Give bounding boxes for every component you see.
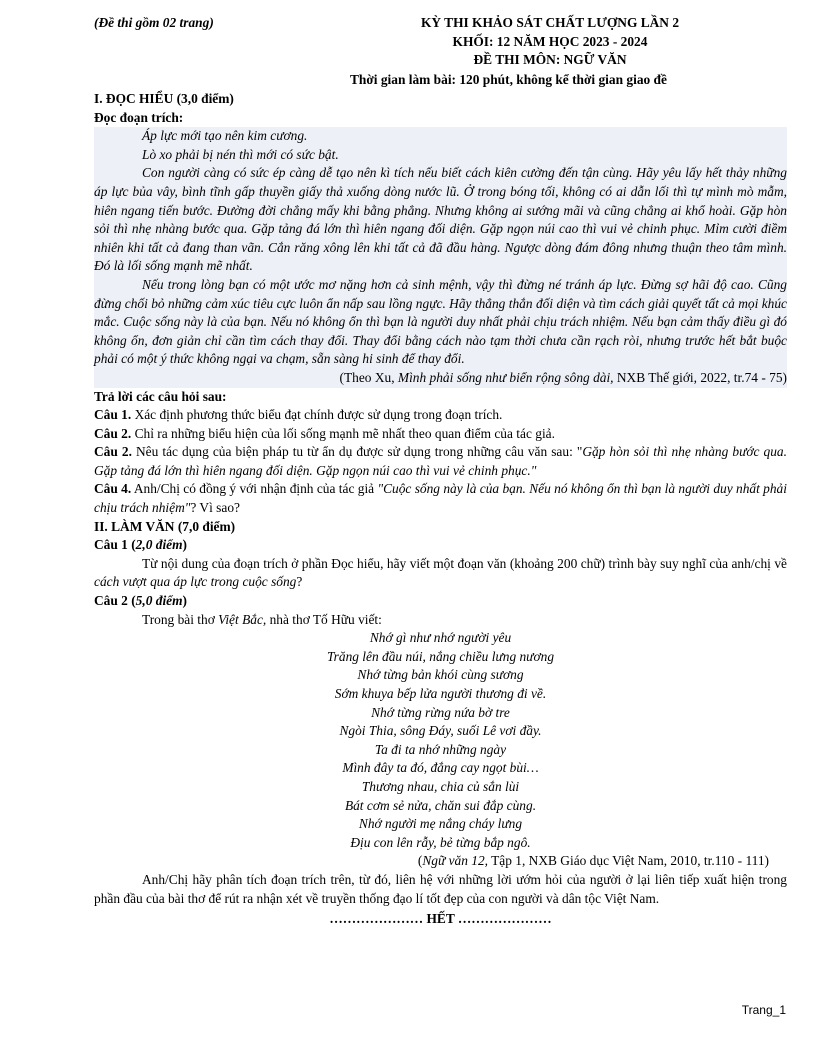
q1-label: Câu 1 ( [94,537,136,553]
subject: ĐỀ THI MÔN: NGỮ VĂN [473,52,627,68]
excerpt-source [94,369,787,388]
question-1 [94,406,787,425]
poem-line: Nhớ gì như nhớ người yêu [369,630,512,646]
part2-title: II. LÀM VĂN (7,0 điểm) [94,518,236,534]
exam-body [94,90,787,929]
excerpt-line: Áp lực mới tạo nên kim cương. [142,128,308,144]
part2-q2-intro [94,611,787,630]
poem-line: Nhớ từng bản khói cùng sương [357,667,524,683]
exam-title: KỲ THI KHẢO SÁT CHẤT LƯỢNG LẦN 2 [420,15,680,30]
part2-q2-heading [94,592,787,611]
pages-note: (Đề thi gồm 02 trang) [94,15,214,30]
part2-q2-task: Anh/Chị hãy phân tích đoạn trích trên, từ đó, liên hệ với những lời ướm hỏi của người ở lại liên tiếp xuất hiện trong phần đầu của bài thơ để rút ra nhận xét về truyền thống đạo lí tốt đẹp của con người và dân tộc Việt Nam. [94,871,787,906]
excerpt-paragraph: Con người càng có sức ép càng dễ tạo nên kì tích nếu biết cách kiên cường đến tận cùng. Hãy yêu lấy hết thảy những áp lực bủa vây, bình tĩnh gấp thuyền giấy thả xuống dòng nước lũ. Ở trong bóng tối, không có ai dẫn lối thì tự mình mò mẫm, hiên ngang tiến bước. Đường đời chẳng mấy khi bằng phẳng. Nhưng không ai sướng mãi và cũng chẳng ai khổ hoài. Gặp hòn sỏi thì nhẹ nhàng bước qua. Gặp tảng đá lớn thì hiên ngang đối diện. Gặp ngọn núi cao thì vui vẻ chinh phục. Mỉm cười điềm nhiên khi tất cả đang than vãn. Cắn răng xông lên khi tất cả đã đầu hàng. Ngược dòng đám đông nhưng thuận theo tâm mình. Đó là lối sống mạnh mẽ nhất. [94,165,787,274]
excerpt-line: Lò xo phải bị nén thì mới có sức bật. [142,146,339,162]
q2-points: 5,0 điểm [135,593,183,609]
question-text: Chỉ ra những biểu hiện của lối sống mạnh mẽ nhất theo quan điểm của tác giả. [131,425,555,441]
question-quote: "Cuộc sống này là của bạn. Nếu nó không ổn thì bạn là người duy nhất phải chịu trách nhiệm" [94,481,787,516]
poem-line: Nhớ từng rừng nứa bờ tre [371,704,510,720]
question-text: Anh/Chị có đồng ý với nhận định của tác giả [131,481,378,497]
poem-line: Sớm khuya bếp lửa người thương đi về. [334,686,547,701]
poem-line: Ngòi Thia, sông Đáy, suối Lê vơi đầy. [339,723,542,739]
part2-q1-heading [94,536,787,555]
poem-line: Trăng lên đầu núi, nắng chiều lưng nương [326,648,555,664]
end-mark: ………………… HẾT ………………… [329,911,552,927]
poem-line: Bát cơm sẻ nửa, chăn sui đắp cùng. [344,797,537,813]
question-2 [94,425,787,444]
source-suffix: NXB Thế giới, 2022, tr.74 - 75) [613,369,787,385]
question-label: Câu 4. [94,481,132,497]
question-text: Nêu tác dụng của biện pháp tu từ ẩn dụ được sử dụng trong những câu văn sau: " [131,444,583,460]
poem-line: Nhớ người mẹ nắng cháy lưng [358,816,523,832]
answer-label: Trả lời các câu hỏi sau: [94,388,227,404]
q2-close: ) [182,593,188,609]
grade-year: KHỐI: 12 NĂM HỌC 2023 - 2024 [452,33,648,49]
poem-src-a: ( [417,853,423,869]
q1-end: ? [296,574,303,590]
question-label: Câu 1. [94,407,132,423]
exam-title-block [344,14,756,70]
source-title: Mình phải sống như biển rộng sông dài, [397,369,614,385]
poem-line: Thương nhau, chia củ sắn lùi [361,778,520,794]
time-note: Thời gian làm bài: 120 phút, không kể thời gian giao đề [350,72,667,87]
poem-line: Địu con lên rẫy, bẻ từng bắp ngô. [350,834,531,850]
poem-line: Ta đi ta nhớ những ngày [374,741,507,757]
part2-q1-text [94,555,787,592]
poem [94,629,787,852]
q2-label: Câu 2 ( [94,593,136,609]
q1-text: Từ nội dung của đoạn trích ở phần Đọc hiểu, hãy viết một đoạn văn (khoảng 200 chữ) trình bày suy nghĩ của anh/chị về [142,555,787,571]
question-quote: Gặp hòn sỏi thì nhẹ nhàng bước qua. Gặp tảng đá lớn thì hiên ngang đối diện. Gặp ngọn núi cao thì vui vẻ chinh phục." [94,444,787,478]
question-3 [94,443,787,480]
question-label: Câu 2. [94,425,132,441]
question-4 [94,480,787,517]
q2-intro-a: Trong bài thơ [142,611,219,627]
q2-intro-title: Việt Bắc, [218,611,267,627]
poem-line: Mình đây ta đó, đắng cay ngọt bùi… [342,760,539,776]
q1-topic: cách vượt qua áp lực trong cuộc sống [94,574,297,590]
page-footer: Trang_1 [741,1003,786,1017]
poem-source [94,852,787,871]
q2-intro-b: nhà thơ Tố Hữu viết: [266,611,382,627]
excerpt-paragraph: Nếu trong lòng bạn có một ước mơ nặng hơn cả sinh mệnh, vậy thì đừng né tránh áp lực. Đừng sợ hãi độ cao. Cũng đừng chối bỏ những cảm xúc tiêu cực luôn ẩn nấp sau lồng ngực. Hãy thẳng thắn đối diện và tìm cách giải quyết tất cả mọi khúc mắc. Cuộc sống này là của bạn. Nếu nó không ổn thì bạn là người duy nhất phải chịu trách nhiệm. Nếu bạn cảm thấy điều gì đó không ổn, đơn giản chỉ cần tìm cách thay đổi. Thay đổi bằng cách nào tạm thời chưa cần rạch ròi, nhưng trước hết bắt buộc phải có một ý thức không ngại va chạm, sẵn sàng hi sinh để thay đổi. [94,276,787,367]
question-tail: ? Vì sao? [190,500,240,516]
question-text: Xác định phương thức biểu đạt chính được sử dụng trong đoạn trích. [131,407,503,423]
question-label: Câu 2. [94,444,132,460]
q1-close: ) [182,537,188,553]
source-prefix: (Theo Xu, [339,369,398,385]
excerpt [94,127,787,387]
part1-title: I. ĐỌC HIỂU (3,0 điểm) [94,91,234,106]
read-label: Đọc đoạn trích: [94,109,184,125]
poem-src-b: Tập 1, NXB Giáo dục Việt Nam, 2010, tr.110 - 111) [488,853,769,869]
poem-src-title: Ngữ văn 12, [422,853,489,869]
q1-points: 2,0 điểm [135,537,183,553]
exam-header [94,14,786,90]
